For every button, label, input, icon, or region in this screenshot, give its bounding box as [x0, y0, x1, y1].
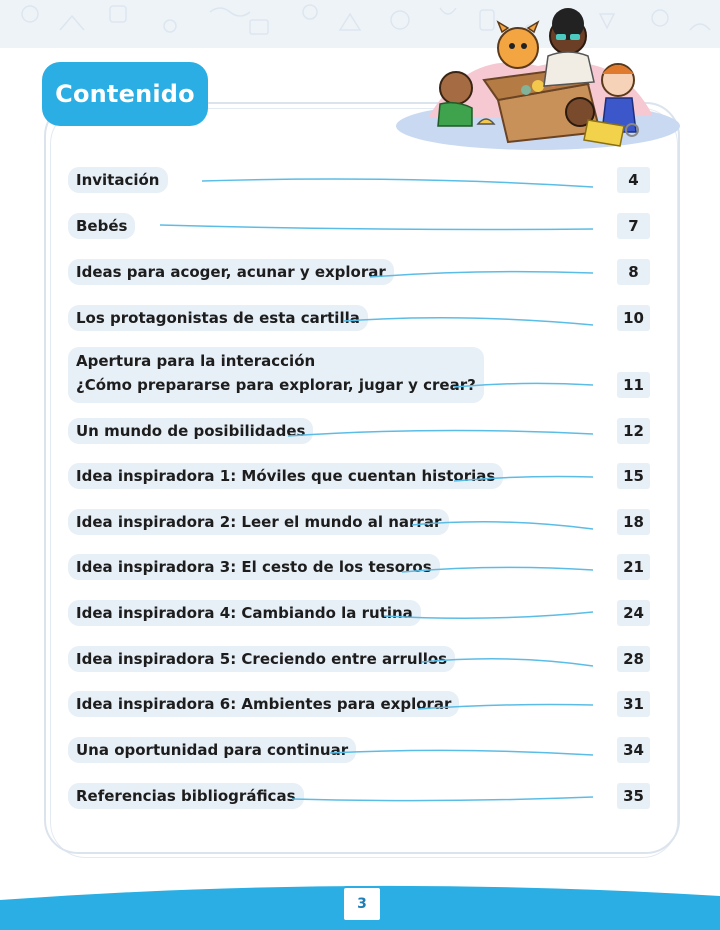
leader-line: [420, 650, 595, 670]
leader-line: [158, 217, 595, 237]
toc-entry-page: 35: [617, 783, 650, 809]
leader-line: [400, 558, 595, 578]
children-illustration: [388, 8, 688, 158]
toc-entry-label: Idea inspiradora 5: Creciendo entre arrullos: [68, 646, 455, 672]
toc-entry-page: 28: [617, 646, 650, 672]
leader-line: [290, 787, 595, 807]
toc-entry-page: 10: [617, 305, 650, 331]
toc-entry-label: Idea inspiradora 3: El cesto de los tesoros: [68, 554, 440, 580]
page-number: 3: [342, 886, 382, 922]
toc-entry-label: Referencias bibliográficas: [68, 783, 304, 809]
leader-line: [368, 263, 595, 283]
toc-entry-label: Apertura para la interacción ¿Cómo prepararse para explorar, jugar y crear?: [68, 347, 484, 403]
leader-line: [452, 375, 595, 395]
toc-entry-label: Los protagonistas de esta cartilla: [68, 305, 368, 331]
toc-entry-page: 21: [617, 554, 650, 580]
toc-entry-page: 24: [617, 600, 650, 626]
leader-line: [452, 467, 595, 487]
leader-line: [342, 309, 595, 329]
toc-entry-label: Un mundo de posibilidades: [68, 418, 313, 444]
leader-line: [382, 604, 595, 624]
toc-entry-page: 12: [617, 418, 650, 444]
leader-line: [200, 171, 595, 191]
toc-entry-label: Idea inspiradora 6: Ambientes para explorar: [68, 691, 459, 717]
leader-line: [286, 422, 595, 442]
toc-entry-page: 7: [617, 213, 650, 239]
toc-entry-page: 8: [617, 259, 650, 285]
toc-entry-label: Una oportunidad para continuar: [68, 737, 356, 763]
toc-entry-page: 15: [617, 463, 650, 489]
toc-entry-label: Idea inspiradora 2: Leer el mundo al narrar: [68, 509, 449, 535]
toc-entry-label: Invitación: [68, 167, 168, 193]
toc-entry-page: 11: [617, 372, 650, 398]
contents-title-tab: [42, 62, 208, 126]
page-title: Contenido: [55, 80, 195, 108]
toc-entry-page: 4: [617, 167, 650, 193]
toc-entry-page: 18: [617, 509, 650, 535]
toc-entry-page: 31: [617, 691, 650, 717]
leader-line: [416, 695, 595, 715]
toc-entry-label: Idea inspiradora 1: Móviles que cuentan historias: [68, 463, 503, 489]
toc-entry-page: 34: [617, 737, 650, 763]
toc-entry-label: Bebés: [68, 213, 135, 239]
leader-line: [328, 741, 595, 761]
toc-entry-label: Ideas para acoger, acunar y explorar: [68, 259, 394, 285]
leader-line: [410, 513, 595, 533]
toc-entry-label: Idea inspiradora 4: Cambiando la rutina: [68, 600, 421, 626]
